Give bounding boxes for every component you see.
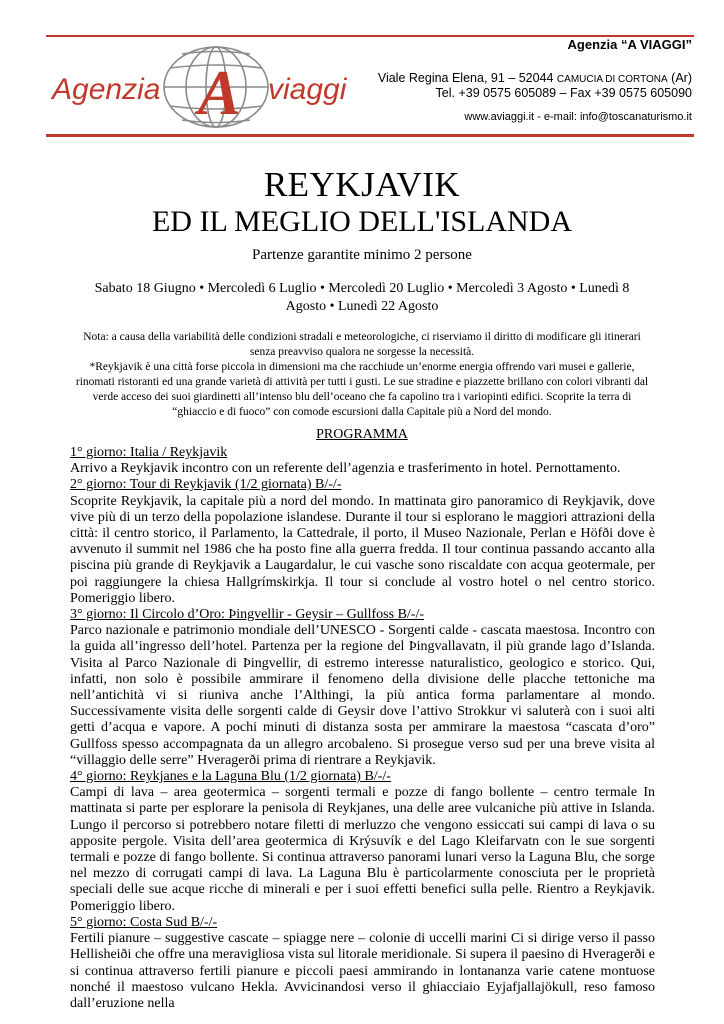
page-title: REYKJAVIK xyxy=(263,165,461,204)
departure-dates: Sabato 18 Giugno • Mercoledì 6 Luglio • Mercoledì 20 Luglio • Mercoledì 3 Agosto • Lunedì 8 Agosto • Lunedì 22 Agosto xyxy=(94,281,630,314)
day-title xyxy=(70,769,655,785)
day-title xyxy=(70,915,655,931)
day-description: Campi di lava – area geotermica – sorgenti termali e pozze di fango bollente – centro termale In mattinata si parte per esplorare la penisola di Reykjanes, una delle aree vulcaniche più attive in Islanda. Lungo il percorso si potrebbero notare filetti di merluzzo che vengono essiccati sui campi di lava o su apposite pergole. Visita dell’area geotermica di Krýsuvík e del Lago Kleifarvatn con le sue sorgenti termali e pozze di fango bollente. Si continua attraverso panorami lunari verso la Laguna Blu, che sorge nel mezzo di corrugati campi di lava. La Laguna Blu è particolarmente conosciuta per le proprietà speciali delle sue acque ricche di minerali e per i suoi effetti benefici sulla pelle. Rientro a Reykjavik. Pomeriggio libero. xyxy=(70,785,655,914)
day-description: Arrivo a Reykjavik incontro con un referente dell’agenzia e trasferimento in hotel. Pernottamento. xyxy=(70,461,621,477)
day-1 xyxy=(70,445,655,477)
day-meal-plan: B/-/- xyxy=(311,477,342,493)
header-bottom-rule xyxy=(46,134,694,137)
logo-text-center: A xyxy=(198,57,241,128)
globe-icon xyxy=(46,44,376,130)
note-reykjavik: *Reykjavik è una città forse piccola in dimensioni ma che racchiude un’enorme energia offrendo vari musei e gallerie, rinomati ristoranti ed una grande varietà di attività per tutti i gusti. Le sue stradine e piazzette brillano con colori vibranti dal verde acceso dei suoi giardinetti all’intenso blu dell’oceano che fa capolino tra i variopinti edifici. Scoprite la terra di “ghiaccio e di fuoco” con comode escursioni dalla Capitale più a Nord del mondo. xyxy=(75,361,649,418)
programma-heading: PROGRAMMA xyxy=(316,427,408,442)
day-description: Fertili pianure – suggestive cascate – spiagge nere – colonie di uccelli marini Ci si dirige verso il passo Hellisheiði che offre una meravigliosa vista sul litorale meridionale. Si supera il paesino di Hveragerði e si continua attraverso fertili pianure e piccoli paesi ammirando in lontananza varie catene montuose nonché il maestoso vulcano Hekla. Avvicinandosi verso il ghiacciaio Eyjafjallajökull, reso famoso dall’eruzione nella xyxy=(70,931,655,1011)
agency-address xyxy=(378,71,692,85)
agency-phone: Tel. +39 0575 605089 – Fax +39 0575 605090 xyxy=(435,86,692,100)
day-2 xyxy=(70,477,655,607)
day-description: Scoprite Reykjavik, la capitale più a nord del mondo. In mattinata giro panoramico di Reykjavik, dove vive più di un terzo della popolazione islandese. Durante il tour si esplorano le maggiori attrazioni della città: il centro storico, il Parlamento, la Cattedrale, il porto, il Museo Nazionale, Perlan e Höfði dove è avvenuto il summit nel 1986 che ha posto fine alla guerra fredda. Il tour continua passando accanto alla piscina più grande di Reykjavik a Laugardalur, le cui vasche sono riscaldate con acqua geotermale, per poi raggiungere la chiesa Hallgrímskirkja. Il tour si conclude al vostro hotel o nel centro storico. Pomeriggio libero. xyxy=(70,493,655,606)
page-subtitle-line: ED IL MEGLIO DELL'ISLANDA xyxy=(151,205,573,238)
logo-text-right: viaggi xyxy=(268,73,347,106)
day-4 xyxy=(70,769,655,915)
day-title-text: 2° giorno: Tour di Reykjavik (1/2 giornata) xyxy=(70,477,312,493)
agency-name: Agenzia “A VIAGGI” xyxy=(567,37,692,52)
day-meal-plan: B/-/- xyxy=(360,769,391,785)
day-title-text: 1° giorno: Italia / Reykjavik xyxy=(70,445,228,460)
address-province: (Ar) xyxy=(667,71,692,85)
address-city: CAMUCIA DI CORTONA xyxy=(556,74,668,85)
day-title-text: 4° giorno: Reykjanes e la Laguna Blu (1/2 giornata) xyxy=(70,769,361,785)
logo-text-left: Agenzia xyxy=(52,73,161,106)
guaranteed-departures: Partenze garantite minimo 2 persone xyxy=(252,247,472,263)
note-itinerary: Nota: a causa della variabilità delle condizioni stradali e meteorologiche, ci riserviamo il diritto di modificare gli itinerari senza preavviso qualora ne sorgesse la necessità. xyxy=(83,331,641,358)
agency-logo xyxy=(46,44,376,130)
day-title xyxy=(70,445,655,461)
day-title xyxy=(70,607,655,623)
day-5 xyxy=(70,915,655,1012)
day-description: Parco nazionale e patrimonio mondiale dell’UNESCO - Sorgenti calde - cascata maestosa. Incontro con la guida all’ingresso dell’hotel. Partenza per la regione del Þingvallavatn, il più grande lago d’Islanda. Visita al Parco Nazionale di Þingvellir, di estremo interesse naturalistico, geologico e storico. Qui, infatti, non solo è possibile ammirare il fenomeno della divisione delle placche tettoniche ma nell’antichità vi si riuniva anche l’Althingi, la più antica forma parlamentare al mondo. Successivamente visita delle sorgenti calde di Geysir dove l’attivo Strokkur vi saluterà con i suoi alti getti d’acqua e vapore. A pochi minuti di distanza sosta per ammirare la maestosa “cascata d’oro” Gullfoss spesso accompagnata da un allegro arcobaleno. Si prosegue verso sud per una breve visita al “villaggio delle serre” Hveragerði prima di rientrare a Reykjavik. xyxy=(70,623,655,768)
day-3 xyxy=(70,607,655,769)
day-title-text: 3° giorno: Il Circolo d’Oro: Þingvellir - Geysir – Gullfoss xyxy=(70,607,395,623)
notes-block xyxy=(70,330,654,420)
day-meal-plan: B/-/- xyxy=(187,914,218,930)
address-street: Viale Regina Elena, 91 – 52044 xyxy=(377,71,557,85)
agency-web: www.aviaggi.it - e-mail: info@toscanaturismo.it xyxy=(464,111,692,123)
day-title xyxy=(70,477,655,493)
day-title-text: 5° giorno: Costa Sud xyxy=(70,914,188,930)
itinerary xyxy=(70,445,655,1012)
day-meal-plan: B/-/- xyxy=(394,607,425,623)
